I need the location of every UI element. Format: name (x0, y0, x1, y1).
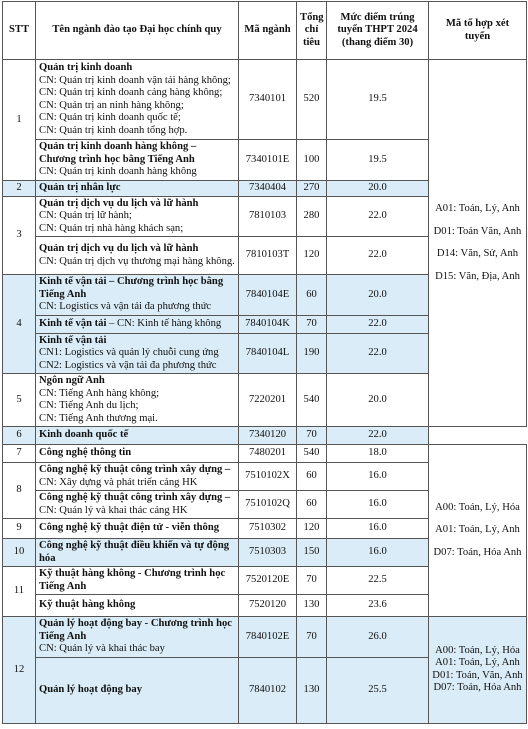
quota-cell: 130 (297, 657, 327, 723)
quota-cell: 120 (297, 237, 327, 275)
header-quota: Tổng chỉ tiêu (297, 2, 327, 60)
specialization: CN: Quản trị kinh doanh tổng hợp. (39, 124, 188, 136)
code-cell: 7340404 (239, 180, 297, 196)
code-cell: 7840102E (239, 617, 297, 658)
combo-cell (429, 60, 527, 427)
program-cell (36, 333, 239, 374)
code-cell: 7520120E (239, 567, 297, 595)
code-cell: 7510102Q (239, 491, 297, 519)
score-cell: 23.6 (327, 595, 429, 617)
program-title: Kinh doanh quốc tế (36, 427, 239, 445)
stt-cell: 12 (3, 617, 36, 724)
score-cell: 16.0 (327, 519, 429, 539)
combo-item: A00: Toán, Lý, Hóa (435, 501, 520, 513)
program-cell (36, 60, 239, 140)
quota-cell: 60 (297, 491, 327, 519)
quota-cell: 70 (297, 567, 327, 595)
program-title: Công nghệ thông tin (36, 445, 239, 463)
quota-cell: 120 (297, 519, 327, 539)
code-cell: 7340101E (239, 140, 297, 181)
specialization: CN: Quản trị lữ hành; (39, 210, 132, 221)
score-cell: 16.0 (327, 491, 429, 519)
quota-cell: 270 (297, 180, 327, 196)
stt-cell: 10 (3, 539, 36, 567)
quota-cell: 100 (297, 140, 327, 181)
code-cell: 7840104E (239, 275, 297, 316)
program-cell (36, 237, 239, 275)
quota-cell: 190 (297, 333, 327, 374)
stt-cell: 4 (3, 275, 36, 374)
stt-cell: 5 (3, 374, 36, 427)
specialization: CN: Quản trị dịch vụ thương mại hàng không. (39, 255, 235, 267)
specialization: CN: Quản trị kinh doanh hàng không (39, 166, 197, 177)
program-title: Quản trị nhân lực (36, 180, 239, 196)
stt-cell: 11 (3, 567, 36, 617)
score-cell: 22.0 (327, 315, 429, 333)
score-cell: 19.5 (327, 140, 429, 181)
program-title: Ngôn ngữ Anh (39, 375, 105, 386)
score-cell: 26.0 (327, 617, 429, 658)
combo-item: D07: Toán, Hóa Anh (433, 682, 522, 694)
program-title: Kinh tế vận tải – Chương trình học bằng Tiếng Anh (39, 276, 224, 300)
combo-item: D07: Toán, Hóa Anh (433, 546, 522, 558)
specialization: CN: Quản trị kinh doanh vận tải hàng không; (39, 74, 231, 86)
header-program-name: Tên ngành đào tạo Đại học chính quy (36, 2, 239, 60)
program-cell (36, 491, 239, 519)
quota-cell: 60 (297, 463, 327, 491)
stt-cell: 7 (3, 445, 36, 463)
code-cell: 7510102X (239, 463, 297, 491)
stt-cell: 1 (3, 60, 36, 181)
program-title: Công nghệ kỹ thuật công trình xây dựng – (39, 464, 231, 475)
score-cell: 25.5 (327, 657, 429, 723)
stt-cell: 8 (3, 463, 36, 519)
program-cell (36, 140, 239, 181)
table-row (3, 60, 527, 140)
score-cell: 22.0 (327, 427, 429, 445)
code-cell: 7520120 (239, 595, 297, 617)
specialization: CN: Logistics và vận tải đa phương thức (39, 301, 212, 312)
specialization: CN: Quản trị kinh doanh cảng hàng không; (39, 87, 223, 98)
table-row (3, 445, 527, 463)
code-cell: 7840104L (239, 333, 297, 374)
program-cell (36, 463, 239, 491)
program-cell (36, 315, 239, 333)
code-cell: 7510303 (239, 539, 297, 567)
admission-score-table (2, 1, 527, 724)
code-cell: 7840102 (239, 657, 297, 723)
score-cell: 19.5 (327, 60, 429, 140)
combo-item: A01: Toán, Lý, Anh (435, 657, 520, 669)
quota-cell: 130 (297, 595, 327, 617)
stt-cell: 3 (3, 196, 36, 275)
program-title: Công nghệ kỹ thuật điện tử - viễn thông (36, 519, 239, 539)
program-title: Quản trị dịch vụ du lịch và lữ hành (39, 243, 199, 254)
specialization: CN: Xây dựng và phát triển cảng HK (39, 476, 198, 488)
combo-cell (429, 445, 527, 617)
header-combo: Mã tổ hợp xét tuyển (429, 2, 527, 60)
program-title: Quản lý hoạt động bay (36, 657, 239, 723)
table-header-row (3, 2, 527, 60)
code-cell: 7840104K (239, 315, 297, 333)
score-cell: 22.5 (327, 567, 429, 595)
quota-cell: 150 (297, 539, 327, 567)
score-cell: 20.0 (327, 275, 429, 316)
combo-item: A01: Toán, Lý, Anh (435, 524, 520, 536)
program-cell (36, 275, 239, 316)
combo-item: D15: Văn, Địa, Anh (435, 270, 520, 282)
program-title: Kinh tế vận tải (39, 317, 107, 329)
combo-item: D01: Toán Văn, Anh (433, 225, 522, 237)
combo-item: D01: Toán, Văn, Anh (432, 669, 523, 681)
code-cell: 7340120 (239, 427, 297, 445)
header-program-code: Mã ngành (239, 2, 297, 60)
header-score: Mức điểm trúng tuyển THPT 2024 (thang điểm 30) (327, 2, 429, 60)
header-stt: STT (3, 2, 36, 60)
table-row (3, 427, 527, 445)
score-cell: 22.0 (327, 237, 429, 275)
program-title: Quản trị kinh doanh (39, 62, 133, 73)
program-title: Kinh tế vận tải (39, 334, 107, 346)
combo-item: A00: Toán, Lý, Hóa (435, 644, 520, 656)
quota-cell: 540 (297, 445, 327, 463)
combo-item: D14: Văn, Sử, Anh (436, 248, 519, 259)
code-cell: 7220201 (239, 374, 297, 427)
program-title: Kỹ thuật hàng không (36, 595, 239, 617)
specialization: CN: Tiếng Anh thương mại. (39, 412, 158, 424)
specialization: CN: Quản lý và khai thác cảng HK (39, 504, 188, 516)
specialization: CN: Tiếng Anh du lịch; (39, 400, 139, 411)
score-cell: 16.0 (327, 539, 429, 567)
score-cell: 22.0 (327, 196, 429, 237)
code-cell: 7480201 (239, 445, 297, 463)
score-cell: 20.0 (327, 180, 429, 196)
specialization: CN: Tiếng Anh hàng không; (39, 387, 160, 399)
specialization: CN: Quản trị kinh doanh quốc tế; (39, 112, 181, 123)
specialization: CN: Quản trị an ninh hàng không; (39, 99, 184, 111)
specialization: – CN: Kinh tế hàng không (106, 317, 222, 329)
quota-cell: 60 (297, 275, 327, 316)
program-title: Kỹ thuật hàng không - Chương trình học Tiếng Anh (36, 567, 239, 595)
program-title: Quản trị kinh doanh hàng không – Chương trình học bằng Tiếng Anh (39, 141, 197, 165)
code-cell: 7810103 (239, 196, 297, 237)
specialization: CN2: Logistics và vận tải đa phương thức (39, 359, 217, 371)
specialization: CN: Quản trị nhà hàng khách sạn; (39, 222, 184, 234)
score-cell: 16.0 (327, 463, 429, 491)
program-title: Công nghệ kỹ thuật công trình xây dựng – (39, 492, 231, 503)
program-title: Quản lý hoạt động bay - Chương trình học Tiếng Anh (39, 618, 232, 642)
table-row (3, 617, 527, 658)
stt-cell: 9 (3, 519, 36, 539)
quota-cell: 70 (297, 315, 327, 333)
specialization: CN: Quản lý và khai thác bay (39, 643, 165, 654)
score-cell: 22.0 (327, 333, 429, 374)
stt-cell: 6 (3, 427, 36, 445)
program-title: Công nghệ kỹ thuật điều khiển và tự động hóa (36, 539, 239, 567)
program-cell (36, 374, 239, 427)
quota-cell: 70 (297, 427, 327, 445)
code-cell: 7340101 (239, 60, 297, 140)
score-cell: 18.0 (327, 445, 429, 463)
score-cell: 20.0 (327, 374, 429, 427)
code-cell: 7510302 (239, 519, 297, 539)
program-title: Quản trị dịch vụ du lịch và lữ hành (39, 197, 199, 209)
quota-cell: 520 (297, 60, 327, 140)
specialization: CN1: Logistics và quản lý chuỗi cung ứng (39, 347, 219, 358)
code-cell: 7810103T (239, 237, 297, 275)
combo-cell (429, 617, 527, 724)
program-cell (36, 196, 239, 237)
quota-cell: 70 (297, 617, 327, 658)
combo-item: A01: Toán, Lý, Anh (435, 203, 520, 214)
quota-cell: 540 (297, 374, 327, 427)
program-cell (36, 617, 239, 658)
quota-cell: 280 (297, 196, 327, 237)
stt-cell: 2 (3, 180, 36, 196)
